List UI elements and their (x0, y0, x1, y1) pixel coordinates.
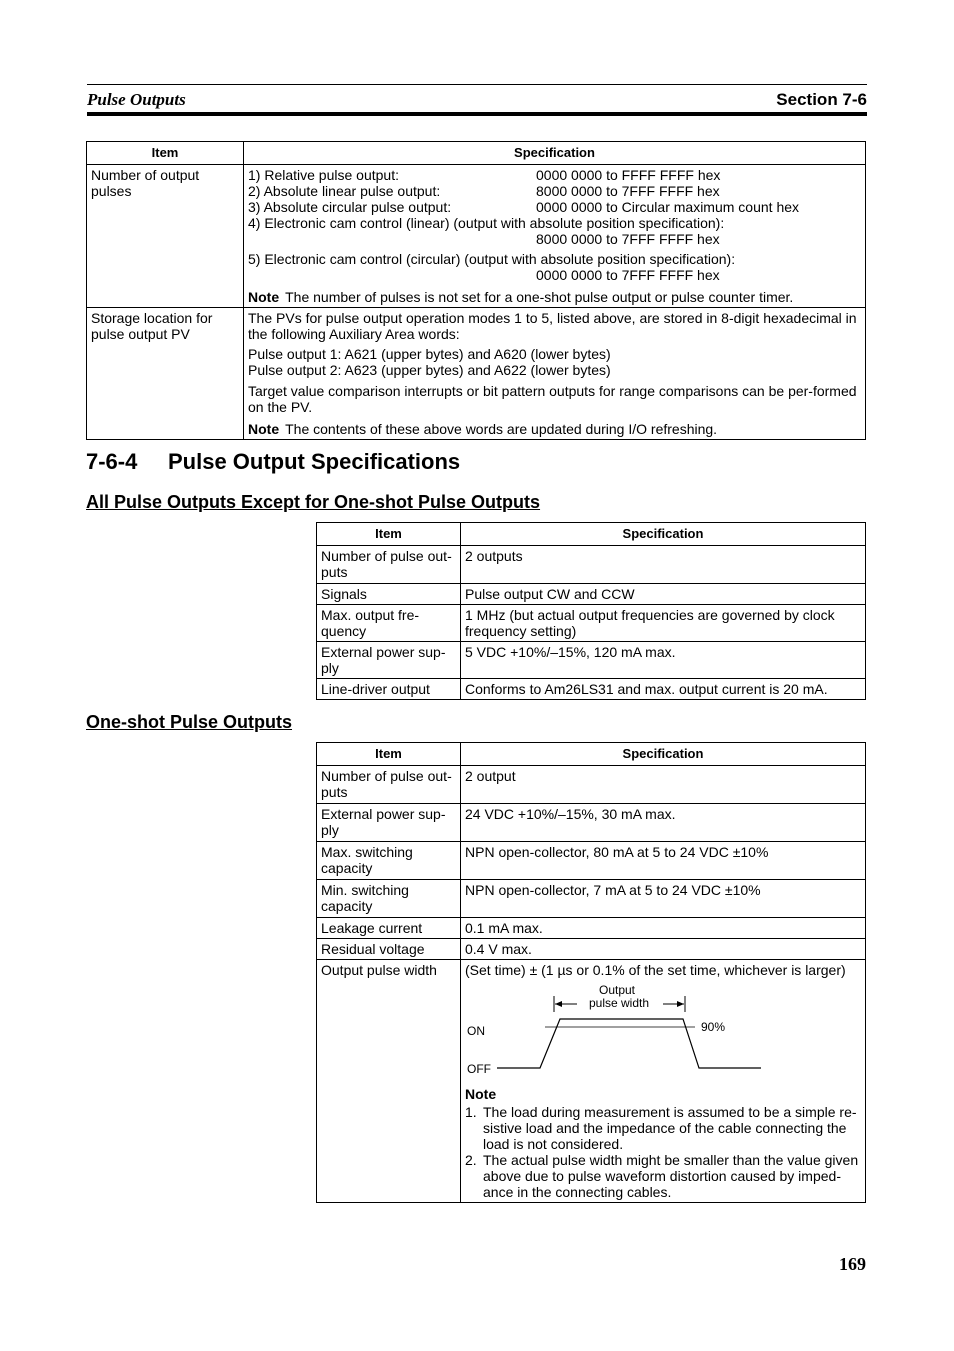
table-row (317, 918, 866, 939)
row-spec: 0.1 mA max. (461, 918, 866, 939)
table-row (317, 584, 866, 605)
spec-line-value: 8000 0000 to 7FFF FFFF hex (536, 183, 720, 199)
paragraph: Pulse output 2: A623 (upper bytes) and A622 (lower bytes) (248, 362, 611, 378)
running-title: Pulse Outputs (87, 90, 186, 109)
row-item: Min. switching capacity (317, 880, 461, 918)
note-text: The contents of these above words are updated during I/O refreshing. (285, 421, 718, 437)
col-item-header: Item (317, 523, 461, 546)
paragraph: Pulse output 1: A621 (upper bytes) and A620 (lower bytes) (248, 346, 611, 362)
spec-line-value: 8000 0000 to 7FFF FFFF hex (536, 231, 720, 247)
table-row (317, 605, 866, 642)
table-row (317, 804, 866, 842)
spec-line-value: 0000 0000 to 7FFF FFFF hex (536, 267, 720, 283)
spec-line-label: 1) Relative pulse output: (248, 167, 399, 183)
header-top-rule (87, 84, 867, 85)
spec-line-label: 2) Absolute linear pulse output: (248, 183, 441, 199)
table-row (317, 960, 866, 1203)
notes-list (465, 1104, 861, 1200)
all-pulse-outputs-table (316, 522, 866, 700)
row-item: Residual voltage (317, 939, 461, 960)
pulse-width-diagram (465, 982, 765, 1080)
row-spec (461, 960, 866, 1203)
row-item: External power sup-ply (317, 804, 461, 842)
row-item: Max. output fre-quency (317, 605, 461, 642)
row-spec: 24 VDC +10%/–15%, 30 mA max. (461, 804, 866, 842)
row-item: Number of pulse out-puts (317, 546, 461, 584)
spec-line-label: 3) Absolute circular pulse output: (248, 199, 452, 215)
table-row (317, 939, 866, 960)
page-number: 169 (839, 1254, 866, 1274)
col-spec-header: Specification (461, 523, 866, 546)
row-item: Storage location for pulse output PV (87, 308, 244, 440)
output-label: Output (598, 983, 636, 997)
subheading-one-shot: One-shot Pulse Outputs (86, 712, 293, 732)
pulse-width-spec: (Set time) ± (1 µs or 0.1% of the set time, whichever is larger) (465, 962, 846, 978)
note-label: Note (248, 289, 280, 305)
section-label: Section 7-6 (776, 90, 867, 109)
table-header-row (317, 523, 866, 546)
row-spec: Pulse output CW and CCW (461, 584, 866, 605)
off-label: OFF (467, 1062, 491, 1076)
spec-line-value: 0000 0000 to FFFF FFFF hex (536, 167, 721, 183)
row-spec: 0.4 V max. (461, 939, 866, 960)
row-spec: 1 MHz (but actual output frequencies are governed by clock frequency setting) (461, 605, 866, 642)
table-row (317, 546, 866, 584)
ninety-percent-label: 90% (701, 1020, 726, 1034)
subheading-all-pulse-outputs: All Pulse Outputs Except for One-shot Pulse Outputs (86, 492, 541, 512)
section-heading (86, 449, 460, 475)
table-row (317, 842, 866, 880)
table-row (317, 766, 866, 804)
pulse-width-label: pulse width (588, 996, 650, 1010)
note (248, 289, 861, 305)
header-bottom-rule (87, 112, 867, 116)
col-spec-header: Specification (461, 743, 866, 766)
spec-line-value: 0000 0000 to Circular maximum count hex (536, 199, 800, 215)
table-header-row (87, 142, 866, 165)
row-spec (244, 308, 866, 440)
table-header-row (317, 743, 866, 766)
note-label: Note (465, 1086, 497, 1102)
list-item: 1. The load during measurement is assumed to be a simple re-sistive load and the impedance of the cable connecting the load is not considered. (465, 1104, 857, 1152)
col-item-header: Item (87, 142, 244, 165)
row-item: Max. switching capacity (317, 842, 461, 880)
row-item: Line-driver output (317, 679, 461, 700)
spec-line-label: 4) Electronic cam control (linear) (output with absolute position specification): (248, 215, 725, 231)
col-spec-header: Specification (244, 142, 866, 165)
row-spec (244, 165, 866, 308)
note (248, 421, 861, 437)
note-label: Note (248, 421, 280, 437)
row-spec: NPN open-collector, 7 mA at 5 to 24 VDC ±10% (461, 880, 866, 918)
row-spec: 2 outputs (461, 546, 866, 584)
one-shot-outputs-table (316, 742, 866, 1203)
list-item: 2. The actual pulse width might be smaller than the value given above due to pulse waveform distortion caused by imped-ance in the connecting cables. (465, 1152, 859, 1200)
table-row (87, 165, 866, 308)
table-row (317, 679, 866, 700)
pv-spec-table (86, 141, 866, 440)
row-spec: 5 VDC +10%/–15%, 120 mA max. (461, 642, 866, 679)
row-item: Number of pulse out-puts (317, 766, 461, 804)
heading-number: 7-6-4 (86, 449, 138, 474)
note-text: The number of pulses is not set for a one-shot pulse output or pulse counter timer. (285, 289, 794, 305)
paragraph: Target value comparison interrupts or bit pattern outputs for range comparisons can be per-formed on the PV. (248, 383, 857, 415)
on-label: ON (467, 1024, 485, 1038)
row-item: External power sup-ply (317, 642, 461, 679)
row-spec: 2 output (461, 766, 866, 804)
table-row (317, 880, 866, 918)
row-item: Number of output pulses (87, 165, 244, 308)
spec-line-label: 5) Electronic cam control (circular) (output with absolute position specification): (248, 251, 736, 267)
row-item: Signals (317, 584, 461, 605)
table-row (87, 308, 866, 440)
row-spec: Conforms to Am26LS31 and max. output current is 20 mA. (461, 679, 866, 700)
row-spec: NPN open-collector, 80 mA at 5 to 24 VDC ±10% (461, 842, 866, 880)
row-item: Output pulse width (317, 960, 461, 1203)
paragraph: The PVs for pulse output operation modes 1 to 5, listed above, are stored in 8-digit hexadecimal in the following Auxiliary Area words: (248, 310, 857, 342)
row-item: Leakage current (317, 918, 461, 939)
table-row (317, 642, 866, 679)
col-item-header: Item (317, 743, 461, 766)
heading-title: Pulse Output Specifications (168, 449, 461, 474)
